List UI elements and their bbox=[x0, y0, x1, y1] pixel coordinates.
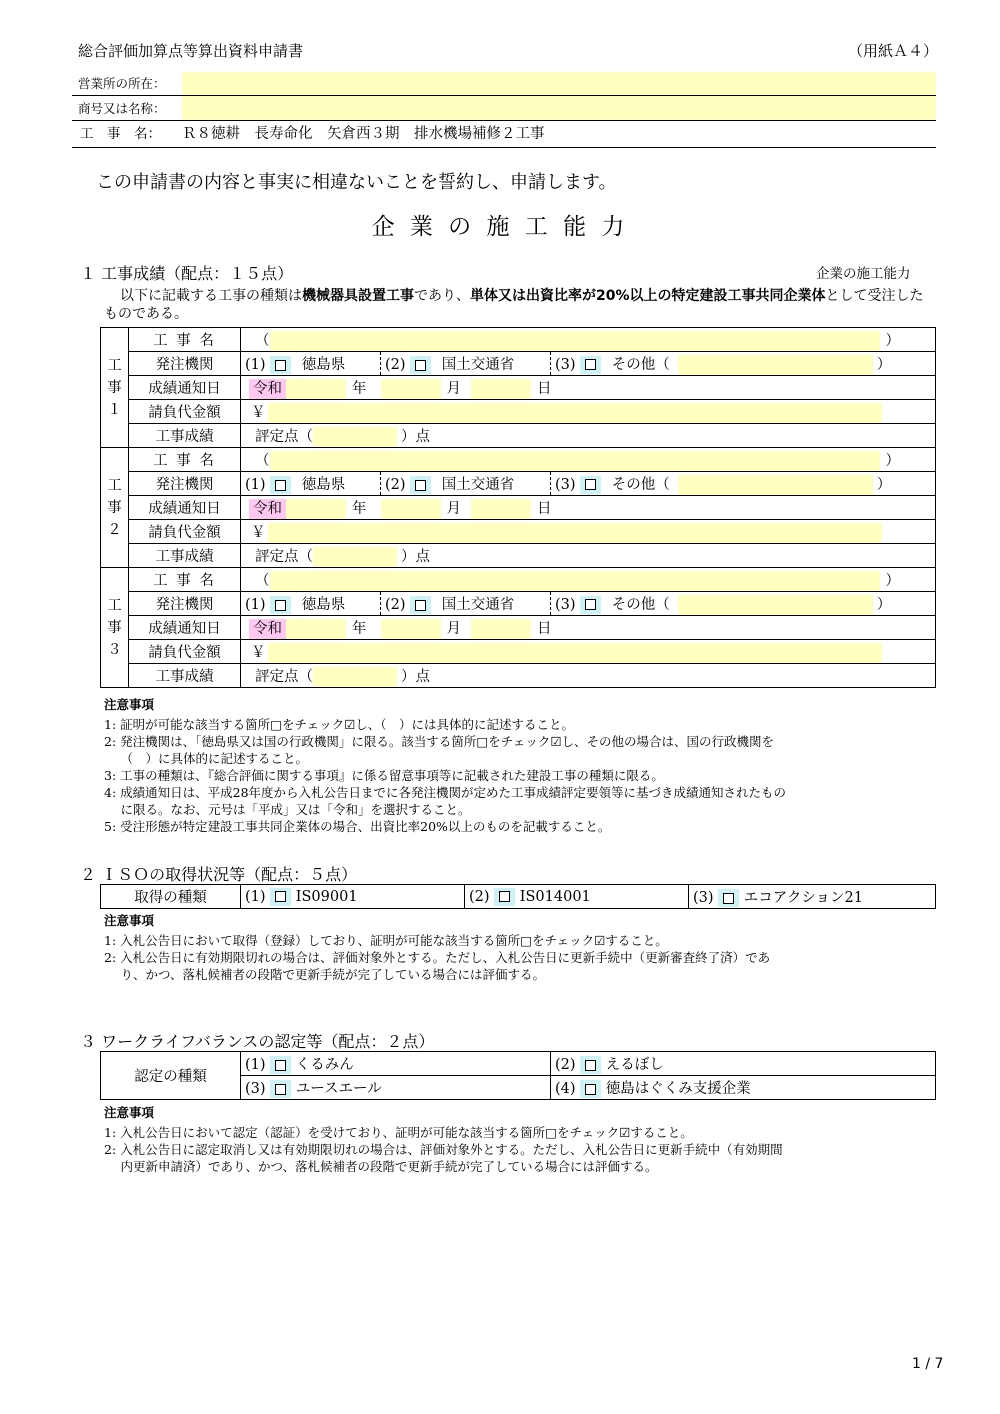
row-label-orderer: 発注機関 bbox=[129, 352, 241, 376]
row-label-notice-date: 成績通知日 bbox=[129, 616, 241, 640]
page-number: 1 / 7 bbox=[912, 1356, 944, 1372]
contract-amount-cell[interactable]: ￥ bbox=[241, 400, 936, 424]
notice-date-cell[interactable]: 令和 年 月 日 bbox=[241, 496, 936, 520]
paper-size: （用紙Ａ４） bbox=[848, 42, 939, 60]
work-score-cell[interactable]: 評定点（ ）点 bbox=[241, 664, 936, 688]
orderer-option-2[interactable]: (2) 国土交通省 bbox=[381, 592, 551, 616]
row-label-work-name: 工 事 名 bbox=[129, 328, 241, 352]
work-score-cell[interactable]: 評定点（ ）点 bbox=[241, 424, 936, 448]
year-input[interactable] bbox=[286, 379, 346, 399]
orderer-option-3[interactable]: (3) その他（ ） bbox=[551, 592, 936, 616]
checkbox[interactable] bbox=[580, 476, 601, 494]
row-label-orderer: 発注機関 bbox=[129, 592, 241, 616]
contract-amount-cell[interactable]: ￥ bbox=[241, 640, 936, 664]
note-item: 2: 発注機関は、「徳島県又は国の行政機関」に限る。該当する箇所□をチェック☑し、その他の場合は、国の行政機関を bbox=[104, 734, 775, 749]
note-item: 2: 入札公告日に有効期限切れの場合は、評価対象外とする。ただし、入札公告日に更新手続中（更新審査終了済）であ bbox=[104, 950, 771, 965]
note-item: 4: 成績通知日は、平成28年度から入札公告日までに各発注機関が定めた工事成績評定要領等に基づき成績通知されたもの bbox=[104, 785, 787, 800]
work-type: 機械器具設置工事 bbox=[302, 288, 414, 304]
notes-title: 注意事項 bbox=[104, 697, 155, 712]
company-name-input[interactable] bbox=[182, 96, 936, 120]
work-name-value: Ｒ８徳耕 長寿命化 矢倉西３期 排水機場補修２工事 bbox=[182, 126, 545, 142]
row-label-notice-date: 成績通知日 bbox=[129, 376, 241, 400]
row-label-contract-amount: 請負代金額 bbox=[129, 640, 241, 664]
work-side-label: 工 事 ２ bbox=[101, 448, 129, 568]
wlb-option-4[interactable]: (4) 徳島はぐくみ支援企業 bbox=[551, 1076, 936, 1100]
work-name-input[interactable] bbox=[270, 571, 880, 591]
iso-table bbox=[100, 884, 936, 909]
work-name-input[interactable] bbox=[270, 451, 880, 471]
work-table bbox=[100, 327, 936, 448]
notes-list bbox=[104, 1124, 783, 1175]
notice-date-cell[interactable]: 令和 年 月 日 bbox=[241, 376, 936, 400]
section3-heading: ３ ワークライフバランスの認定等（配点：２点） bbox=[80, 1032, 435, 1051]
orderer-option-3[interactable]: (3) その他（ ） bbox=[551, 352, 936, 376]
month-input[interactable] bbox=[381, 619, 441, 639]
office-address-input[interactable] bbox=[182, 72, 936, 95]
section2-heading: ２ ＩＳＯの取得状況等（配点：５点） bbox=[80, 865, 358, 884]
note-item: 5: 受注形態が特定建設工事共同企業体の場合、出資比率20%以上のものを記載すること。 bbox=[104, 819, 611, 834]
checkbox[interactable] bbox=[580, 356, 601, 374]
checkbox[interactable] bbox=[580, 1056, 601, 1074]
work-table bbox=[100, 447, 936, 568]
checkbox[interactable] bbox=[580, 1080, 601, 1098]
work-side-label: 工 事 ３ bbox=[101, 568, 129, 688]
contract-amount-input[interactable] bbox=[268, 643, 882, 663]
checkbox[interactable] bbox=[580, 596, 601, 614]
work-score-cell[interactable]: 評定点（ ）点 bbox=[241, 544, 936, 568]
company-name-label: 商号又は名称： bbox=[78, 101, 166, 116]
notes-list bbox=[104, 716, 786, 835]
note-item: （ ）に具体的に記述すること。 bbox=[104, 751, 308, 766]
row-label-notice-date: 成績通知日 bbox=[129, 496, 241, 520]
orderer-option-3[interactable]: (3) その他（ ） bbox=[551, 472, 936, 496]
score-input[interactable] bbox=[313, 667, 397, 687]
note-item: 1: 入札公告日において認定（認証）を受けており、証明が可能な該当する箇所□をチェック☑すること。 bbox=[104, 1125, 693, 1140]
day-input[interactable] bbox=[471, 379, 531, 399]
checkbox[interactable] bbox=[270, 1080, 291, 1098]
section2-notes bbox=[104, 911, 770, 983]
contract-amount-input[interactable] bbox=[268, 403, 882, 423]
checkbox[interactable] bbox=[270, 888, 291, 906]
work-name-cell[interactable]: （ ） bbox=[241, 328, 936, 352]
checkbox[interactable] bbox=[270, 476, 291, 494]
contract-amount-input[interactable] bbox=[268, 523, 882, 543]
orderer-option-1[interactable]: (1) 徳島県 bbox=[241, 592, 381, 616]
office-address-label: 営業所の所在： bbox=[78, 76, 166, 91]
iso-option-3[interactable]: (3) エコアクション21 bbox=[689, 885, 936, 909]
notice-date-cell[interactable]: 令和 年 月 日 bbox=[241, 616, 936, 640]
checkbox[interactable] bbox=[410, 476, 431, 494]
section1-intro: 以下に記載する工事の種類は機械器具設置工事であり、単体又は出資比率が20%以上の特定建設工事共同企業体として受注したものである。 bbox=[104, 288, 924, 322]
row-label-work-name: 工 事 名 bbox=[129, 448, 241, 472]
work-side-label: 工 事 １ bbox=[101, 328, 129, 448]
section1-heading: １ 工事成績（配点：１５点） bbox=[80, 264, 294, 283]
year-input[interactable] bbox=[286, 499, 346, 519]
work-name-cell[interactable]: （ ） bbox=[241, 568, 936, 592]
note-item: 3: 工事の種類は、『総合評価に関する事項』に係る留意事項等に記載された建設工事の種類に限る。 bbox=[104, 768, 664, 783]
main-title: 企 業 の 施 工 能 力 bbox=[371, 214, 629, 240]
era-select[interactable]: 令和 bbox=[249, 499, 286, 519]
other-orderer-input[interactable] bbox=[678, 355, 873, 375]
score-input[interactable] bbox=[313, 547, 397, 567]
month-input[interactable] bbox=[381, 379, 441, 399]
row-label-work-score: 工事成績 bbox=[129, 544, 241, 568]
section1-notes bbox=[104, 695, 786, 835]
notes-title: 注意事項 bbox=[104, 913, 155, 928]
row-label-contract-amount: 請負代金額 bbox=[129, 400, 241, 424]
orderer-option-2[interactable]: (2) 国土交通省 bbox=[381, 352, 551, 376]
orderer-option-1[interactable]: (1) 徳島県 bbox=[241, 472, 381, 496]
note-item: 2: 入札公告日に認定取消し又は有効期限切れの場合は、評価対象外とする。ただし、入札公告日に更新手続中（有効期間 bbox=[104, 1142, 783, 1157]
contract-amount-cell[interactable]: ￥ bbox=[241, 520, 936, 544]
note-item: 1: 証明が可能な該当する箇所□をチェック☑し、（ ）には具体的に記述すること。 bbox=[104, 717, 575, 732]
wlb-table bbox=[100, 1051, 936, 1100]
contract-form: 単体又は出資比率が20%以上の特定建設工事共同企業体 bbox=[470, 288, 826, 304]
notes-title: 注意事項 bbox=[104, 1105, 155, 1120]
row-label-contract-amount: 請負代金額 bbox=[129, 520, 241, 544]
wlb-option-3[interactable]: (3) ユースエール bbox=[241, 1076, 551, 1100]
section1-right-label: 企業の施工能力 bbox=[816, 266, 911, 282]
wlb-option-2[interactable]: (2) えるぼし bbox=[551, 1052, 936, 1076]
orderer-option-1[interactable]: (1) 徳島県 bbox=[241, 352, 381, 376]
day-input[interactable] bbox=[471, 619, 531, 639]
other-orderer-input[interactable] bbox=[678, 475, 873, 495]
orderer-option-2[interactable]: (2) 国土交通省 bbox=[381, 472, 551, 496]
section3-notes bbox=[104, 1103, 783, 1175]
pledge-text: この申請書の内容と事実に相違ないことを誓約し、申請します。 bbox=[96, 172, 617, 193]
row-label-work-score: 工事成績 bbox=[129, 664, 241, 688]
year-input[interactable] bbox=[286, 619, 346, 639]
checkbox[interactable] bbox=[718, 889, 739, 907]
iso-option-2[interactable]: (2) IS014001 bbox=[465, 885, 689, 909]
work-name-label: 工 事 名： bbox=[80, 126, 161, 142]
month-input[interactable] bbox=[381, 499, 441, 519]
note-item: り、かつ、落札候補者の段階で更新手続が完了している場合には評価する。 bbox=[104, 967, 545, 982]
note-item: 1: 入札公告日において取得（登録）しており、証明が可能な該当する箇所□をチェック☑すること。 bbox=[104, 933, 668, 948]
form-title: 総合評価加算点等算出資料申請書 bbox=[78, 42, 304, 60]
work-name-cell[interactable]: （ ） bbox=[241, 448, 936, 472]
work-table bbox=[100, 567, 936, 688]
score-input[interactable] bbox=[313, 427, 397, 447]
checkbox[interactable] bbox=[270, 1056, 291, 1074]
other-orderer-input[interactable] bbox=[678, 595, 873, 615]
row-label-orderer: 発注機関 bbox=[129, 472, 241, 496]
work-name-input[interactable] bbox=[270, 331, 880, 351]
era-select[interactable]: 令和 bbox=[249, 379, 286, 399]
wlb-option-1[interactable]: (1) くるみん bbox=[241, 1052, 551, 1076]
top-fields bbox=[72, 72, 936, 148]
note-item: 内更新申請済）であり、かつ、落札候補者の段階で更新手続が完了している場合には評価する。 bbox=[104, 1159, 658, 1174]
iso-option-1[interactable]: (1) IS09001 bbox=[241, 885, 465, 909]
era-select[interactable]: 令和 bbox=[249, 619, 286, 639]
row-label-work-name: 工 事 名 bbox=[129, 568, 241, 592]
checkbox[interactable] bbox=[410, 356, 431, 374]
checkbox[interactable] bbox=[270, 596, 291, 614]
checkbox[interactable] bbox=[270, 356, 291, 374]
day-input[interactable] bbox=[471, 499, 531, 519]
wlb-label: 認定の種類 bbox=[101, 1052, 241, 1100]
checkbox[interactable] bbox=[494, 888, 515, 906]
note-item: に限る。なお、元号は「平成」又は「令和」を選択すること。 bbox=[104, 802, 471, 817]
row-label-work-score: 工事成績 bbox=[129, 424, 241, 448]
work-tables bbox=[100, 327, 936, 688]
iso-label: 取得の種類 bbox=[101, 885, 241, 909]
checkbox[interactable] bbox=[410, 596, 431, 614]
notes-list bbox=[104, 932, 770, 983]
